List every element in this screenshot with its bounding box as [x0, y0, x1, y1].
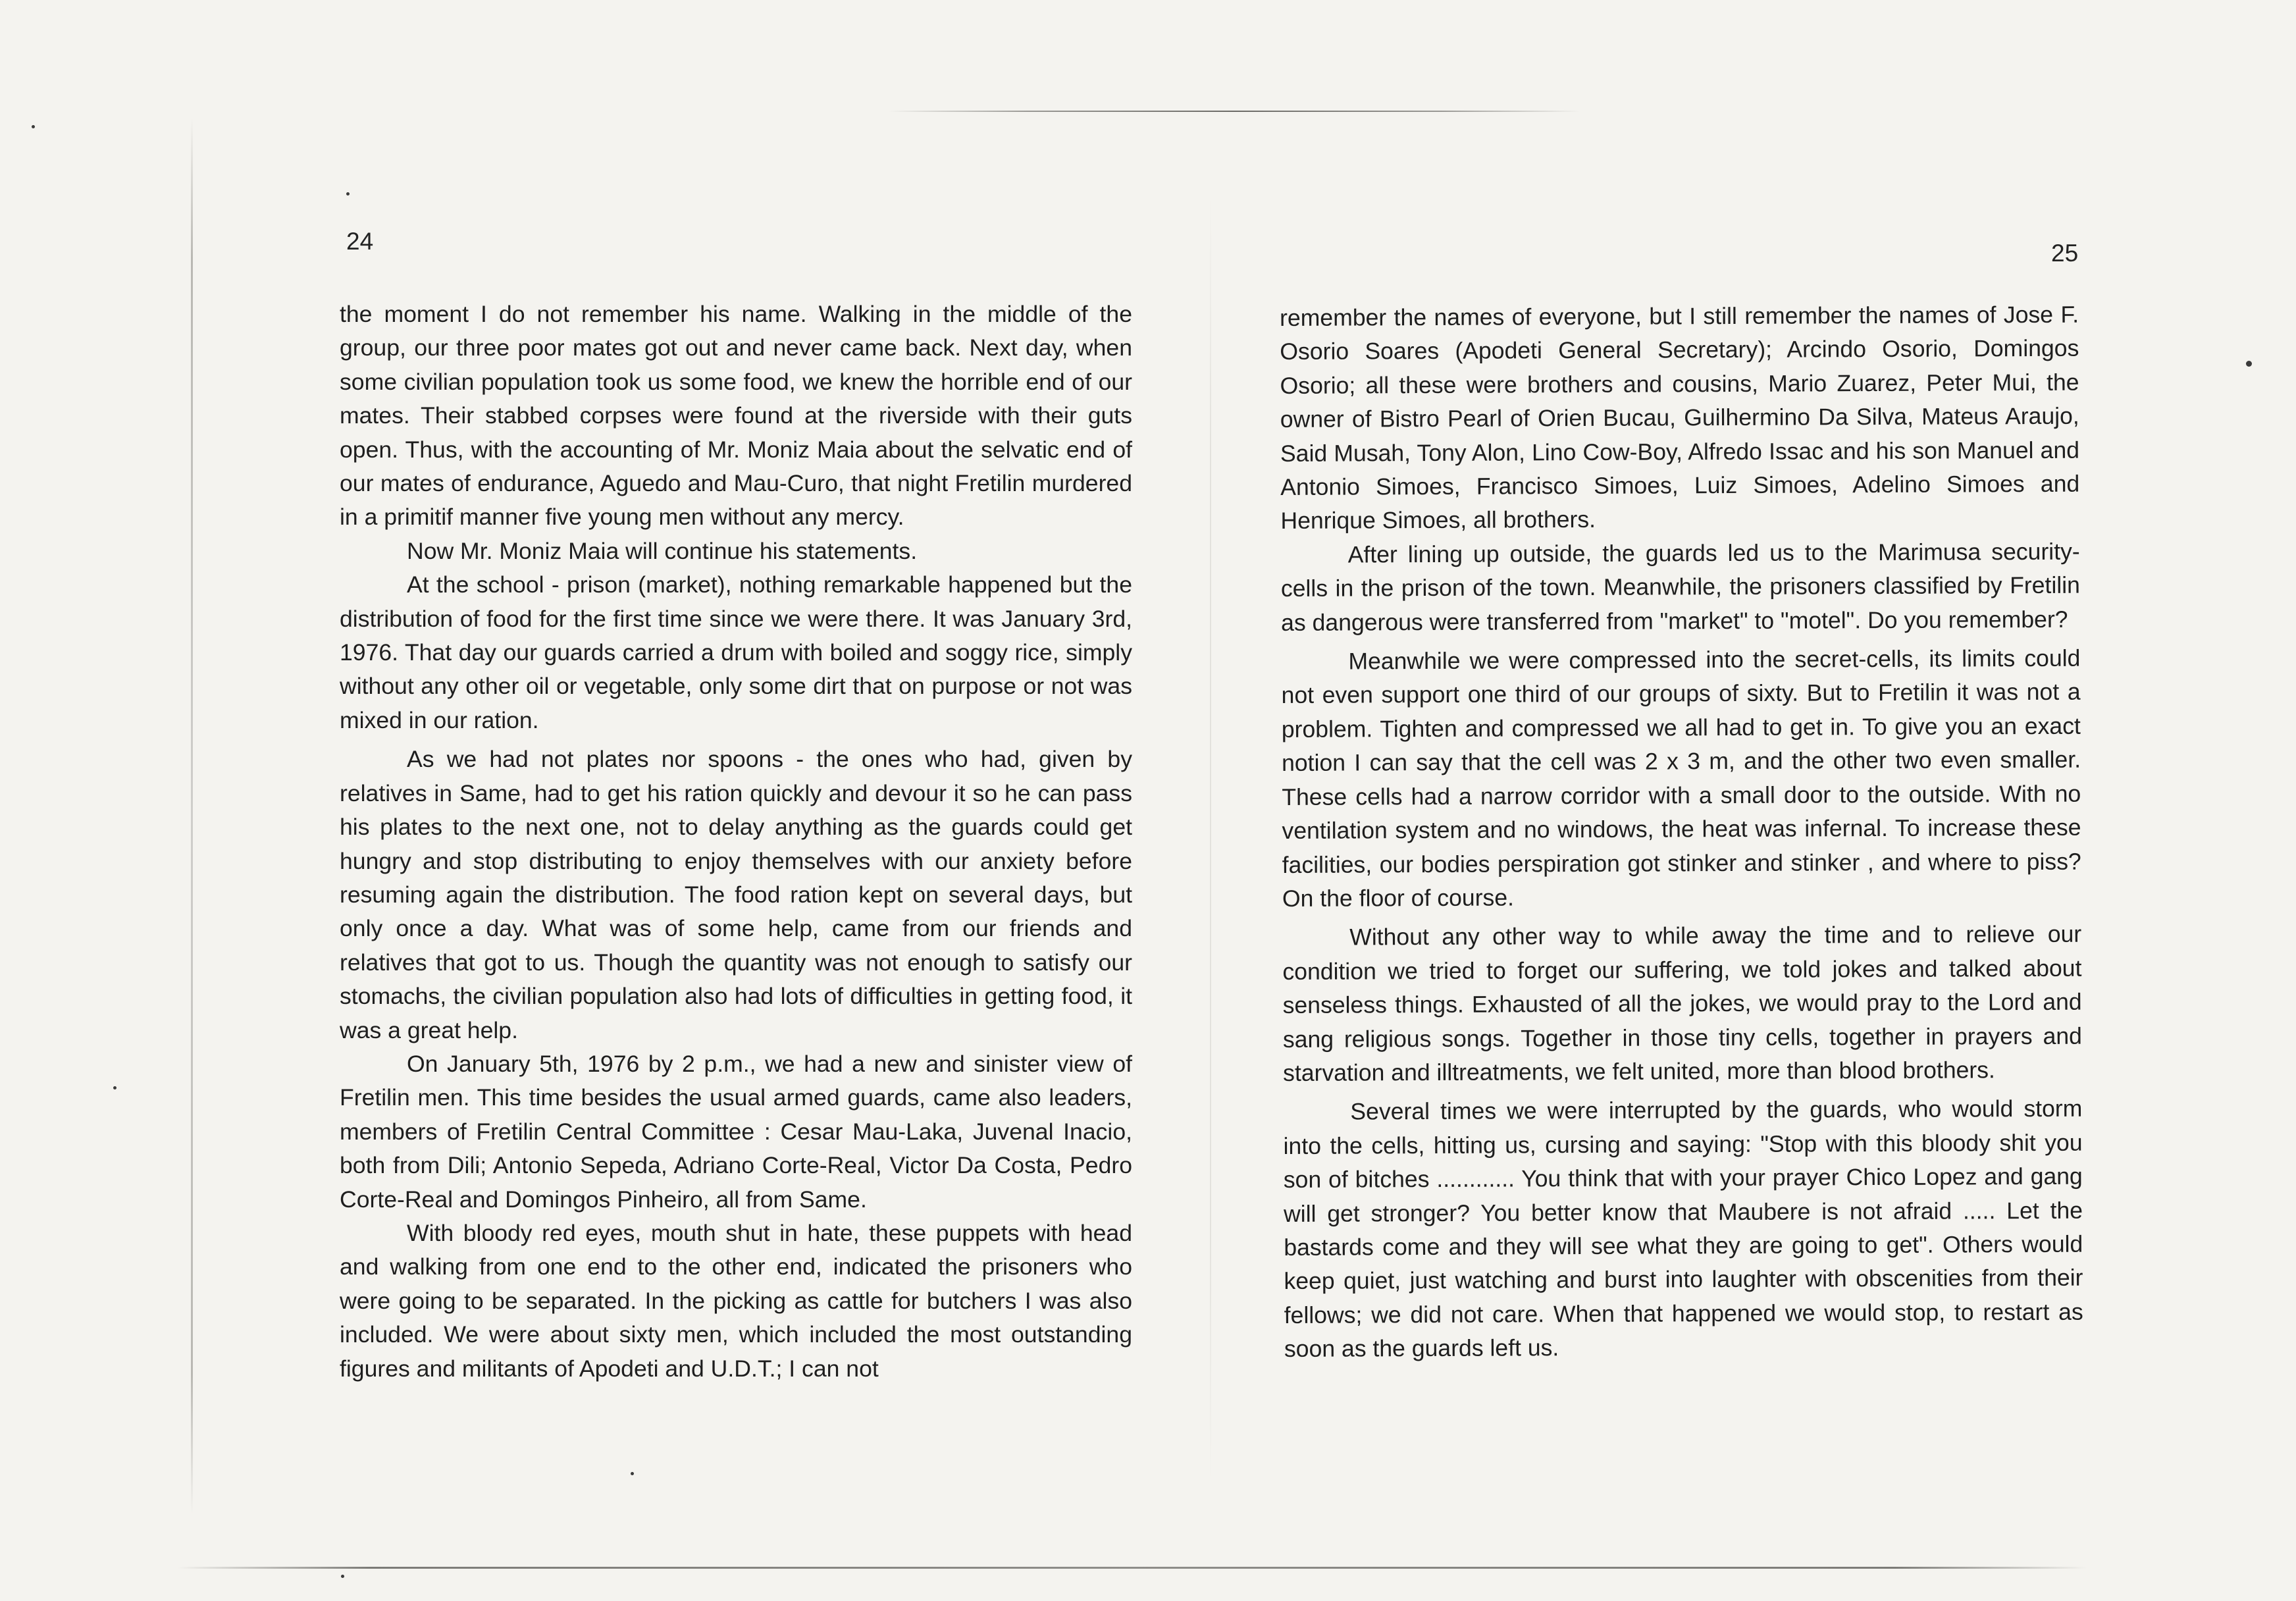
paragraph: the moment I do not remember his name. Walking in the middle of the group, our three poor mates got out and never came back. Next day, when some civilian population took us some food, we knew the horrible end of our mates. Their stabbed corpses were found at the riverside with their guts open. Thus, with the accounting of Mr. Moniz Maia about the selvatic end of our mates of endurance, Aguedo and Mau-Curo, that night Fretilin murdered in a primitif manner five young men without any mercy.	[340, 301, 1132, 531]
page-top-edge-shadow	[889, 111, 1580, 112]
paragraph: Now Mr. Moniz Maia will continue his statements.	[407, 537, 918, 564]
paragraph: On January 5th, 1976 by 2 p.m., we had a new and sinister view of Fretilin men. This time besides the usual armed guards, came also leaders, members of Fretilin Central Committee : Cesar Mau-Laka, Juvenal Inacio, both from Dili; Antonio Sepeda, Adriano Corte-Real, Victor Da Costa, Pedro Corte-Real and Domingos Pinheiro, all from Same.	[340, 1050, 1132, 1213]
paragraph: Without any other way to while away the time and to relieve our condition we tried to forget our suffering, we told jokes and talked about senseless things. Exhausted of all the jokes, we would pray to the Lord and sang religious songs. Together in those tiny cells, together in prayers and starvation and illtreatments, we felt united, more than blood brothers.	[1282, 921, 2082, 1086]
paragraph: As we had not plates nor spoons - the ones who had, given by relatives in Same, had to get his ration quickly and devour it so he can pass his plates to the next one, not to delay anything as the guards could get hungry and stop distributing to enjoy themselves with our anxiety before resuming again the distribution. The food ration kept on several days, but only once a day. What was of some help, came from our friends and relatives that got to us. Though the quantity was not enough to satisfy our stomachs, the civilian population also had lots of difficulties in getting food, it was a great help.	[340, 746, 1132, 1043]
paragraph: After lining up outside, the guards led us to the Marimusa security-cells in the prison of the town. Meanwhile, the prisoners classified by Fretilin as dangerous were transferred from "market" to "motel". Do you remember?	[1280, 538, 2080, 636]
scan-speck	[113, 1086, 117, 1089]
scan-speck	[631, 1472, 634, 1475]
paragraph: remember the names of everyone, but I still remember the names of Jose F. Osorio Soares (Apodeti General Secretary); Arcindo Osorio, Domingos Osorio; all these were brothers and cousins, Mario Zuarez, Peter Mui, the owner of Bistro Pearl of Orien Bucau, Guilhermino Da Silva, Mateus Araujo, Said Musah, Tony Alon, Lino Cow-Boy, Alfredo Issac and his son Manuel and Antonio Simoes, Francisco Simoes, Luiz Simoes, Adelino Simoes and Henrique Simoes, all brothers.	[1280, 301, 2080, 535]
scan-speck	[341, 1575, 344, 1578]
scan-speck	[2246, 361, 2252, 367]
paragraph: Several times we were interrupted by the guards, who would storm into the cells, hitting us, cursing and saying: "Stop with this bloody shit you son of bitches ............ You think that with your prayer Chico Lopez and gang will get stronger? You better know that Maubere is not afraid ..... Let the bastards come and they will see what they are going to get". Others would keep quiet, just watching and burst into laughter with obscenities from their fellows; we did not care. When that happened we would stop, to restart as soon as the guards left us.	[1283, 1095, 2083, 1363]
page-number-right: 25	[2051, 240, 2079, 267]
paragraph: With bloody red eyes, mouth shut in hate, these puppets with head and walking from one end to the other end, indicated the prisoners who were going to be separated. In the picking as cattle for butchers I was also included. We were about sixty men, which included the most outstanding figures and militants of Apodeti and U.D.T.; I can not	[340, 1219, 1132, 1382]
center-fold	[1210, 197, 1211, 1481]
scan-speck	[32, 125, 35, 128]
right-page-text	[1280, 298, 2083, 1367]
left-page-binding-edge	[191, 118, 193, 1514]
paragraph: At the school - prison (market), nothing remarkable happened but the distribution of food for the first time since we were there. It was January 3rd, 1976. That day our guards carried a drum with boiled and soggy rice, simply without any other oil or vegetable, only some dirt that on purpose or not was mixed in our ration.	[340, 571, 1132, 733]
page-number-left: 24	[346, 228, 374, 255]
left-page-text	[340, 298, 1132, 1386]
scan-speck	[346, 192, 350, 196]
paragraph: Meanwhile we were compressed into the secret-cells, its limits could not even support one third of our groups of sixty. But to Fretilin it was not a problem. Tighten and compressed we all had to get in. To give you an exact notion I can say that the cell was 2 x 3 m, and the other two even smaller. These cells had a narrow corridor with a small door to the outside. With no ventilation system and no windows, the heat was infernal. To increase these facilities, our bodies perspiration got stinker and stinker , and where to piss? On the floor of course.	[1281, 644, 2081, 912]
page-bottom-edge-shadow	[178, 1567, 2087, 1569]
